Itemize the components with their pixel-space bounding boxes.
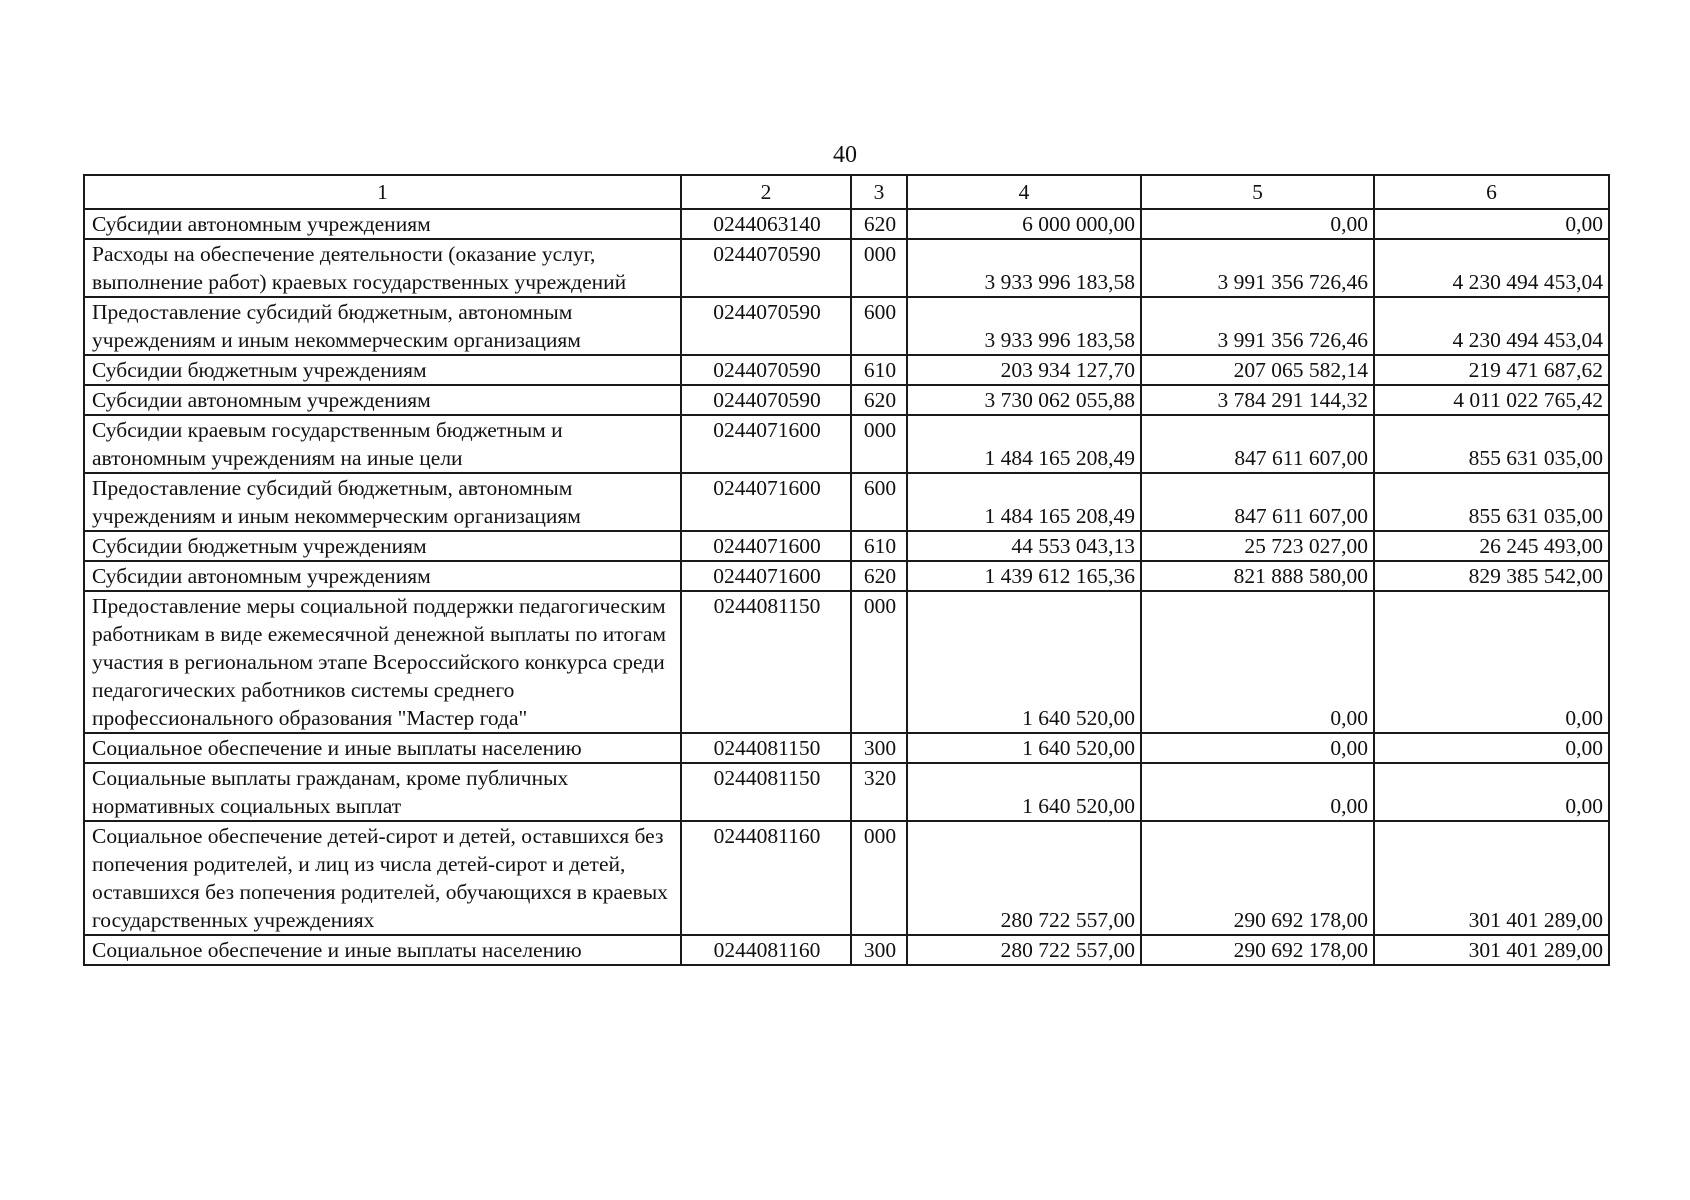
expense-type-code: 000: [851, 591, 907, 733]
amount-col-6: 0,00: [1374, 733, 1609, 763]
target-article-code: 0244081150: [681, 591, 851, 733]
amount-col-6: 301 401 289,00: [1374, 821, 1609, 935]
amount-col-5: 0,00: [1141, 591, 1374, 733]
expense-type-code: 320: [851, 763, 907, 821]
amount-col-5: 3 991 356 726,46: [1141, 239, 1374, 297]
target-article-code: 0244070590: [681, 297, 851, 355]
target-article-code: 0244071600: [681, 415, 851, 473]
amount-col-6: 219 471 687,62: [1374, 355, 1609, 385]
amount-col-4: 3 730 062 055,88: [907, 385, 1141, 415]
table-row: [84, 355, 1609, 385]
expense-type-code: 610: [851, 355, 907, 385]
amount-col-5: 25 723 027,00: [1141, 531, 1374, 561]
amount-col-5: 3 991 356 726,46: [1141, 297, 1374, 355]
target-article-code: 0244071600: [681, 473, 851, 531]
amount-col-4: 6 000 000,00: [907, 209, 1141, 239]
expense-type-code: 000: [851, 415, 907, 473]
table-row: [84, 591, 1609, 733]
column-header-6: 6: [1374, 175, 1609, 209]
amount-col-6: 301 401 289,00: [1374, 935, 1609, 965]
table-row: [84, 935, 1609, 965]
amount-col-5: 0,00: [1141, 763, 1374, 821]
table-row: [84, 733, 1609, 763]
table-row: [84, 561, 1609, 591]
expense-name: Субсидии автономным учреждениям: [84, 561, 681, 591]
table-row: [84, 385, 1609, 415]
expense-name: Субсидии бюджетным учреждениям: [84, 355, 681, 385]
amount-col-6: 4 011 022 765,42: [1374, 385, 1609, 415]
expense-type-code: 620: [851, 385, 907, 415]
amount-col-4: 1 439 612 165,36: [907, 561, 1141, 591]
page-number: 40: [833, 142, 857, 168]
amount-col-6: 26 245 493,00: [1374, 531, 1609, 561]
target-article-code: 0244081150: [681, 763, 851, 821]
target-article-code: 0244081160: [681, 935, 851, 965]
expense-name: Социальные выплаты гражданам, кроме публичных нормативных социальных выплат: [84, 763, 681, 821]
table-row: [84, 821, 1609, 935]
amount-col-5: 290 692 178,00: [1141, 935, 1374, 965]
expense-type-code: 000: [851, 821, 907, 935]
expense-name: Социальное обеспечение и иные выплаты населению: [84, 733, 681, 763]
expense-name: Социальное обеспечение детей-сирот и детей, оставшихся без попечения родителей, и лиц из числа детей-сирот и детей, оставшихся без попечения родителей, обучающихся в краевых государственных учреждениях: [84, 821, 681, 935]
table-row: [84, 239, 1609, 297]
target-article-code: 0244070590: [681, 239, 851, 297]
target-article-code: 0244081160: [681, 821, 851, 935]
amount-col-5: 3 784 291 144,32: [1141, 385, 1374, 415]
target-article-code: 0244071600: [681, 561, 851, 591]
expense-name: Субсидии бюджетным учреждениям: [84, 531, 681, 561]
amount-col-4: 1 640 520,00: [907, 591, 1141, 733]
amount-col-4: 203 934 127,70: [907, 355, 1141, 385]
table-row: [84, 297, 1609, 355]
amount-col-4: 1 484 165 208,49: [907, 473, 1141, 531]
expense-type-code: 600: [851, 473, 907, 531]
amount-col-5: 847 611 607,00: [1141, 415, 1374, 473]
expense-type-code: 600: [851, 297, 907, 355]
expense-type-code: 300: [851, 935, 907, 965]
target-article-code: 0244071600: [681, 531, 851, 561]
amount-col-4: 1 640 520,00: [907, 733, 1141, 763]
column-header-1: 1: [84, 175, 681, 209]
expense-name: Субсидии автономным учреждениям: [84, 209, 681, 239]
amount-col-4: 1 484 165 208,49: [907, 415, 1141, 473]
amount-col-6: 0,00: [1374, 763, 1609, 821]
amount-col-4: 3 933 996 183,58: [907, 297, 1141, 355]
table-row: [84, 531, 1609, 561]
amount-col-5: 847 611 607,00: [1141, 473, 1374, 531]
amount-col-6: 4 230 494 453,04: [1374, 239, 1609, 297]
amount-col-5: 207 065 582,14: [1141, 355, 1374, 385]
amount-col-4: 280 722 557,00: [907, 935, 1141, 965]
amount-col-6: 829 385 542,00: [1374, 561, 1609, 591]
amount-col-5: 290 692 178,00: [1141, 821, 1374, 935]
expense-name: Социальное обеспечение и иные выплаты населению: [84, 935, 681, 965]
expense-name: Субсидии автономным учреждениям: [84, 385, 681, 415]
table-row: [84, 209, 1609, 239]
amount-col-4: 3 933 996 183,58: [907, 239, 1141, 297]
amount-col-4: 280 722 557,00: [907, 821, 1141, 935]
amount-col-5: 0,00: [1141, 733, 1374, 763]
column-header-3: 3: [851, 175, 907, 209]
amount-col-4: 44 553 043,13: [907, 531, 1141, 561]
column-header-2: 2: [681, 175, 851, 209]
amount-col-5: 0,00: [1141, 209, 1374, 239]
expense-name: Расходы на обеспечение деятельности (оказание услуг, выполнение работ) краевых государственных учреждений: [84, 239, 681, 297]
budget-table: [83, 174, 1610, 966]
table-row: [84, 763, 1609, 821]
expense-type-code: 620: [851, 209, 907, 239]
expense-type-code: 300: [851, 733, 907, 763]
table-row: [84, 473, 1609, 531]
target-article-code: 0244063140: [681, 209, 851, 239]
target-article-code: 0244070590: [681, 355, 851, 385]
amount-col-6: 855 631 035,00: [1374, 415, 1609, 473]
amount-col-6: 0,00: [1374, 591, 1609, 733]
column-header-4: 4: [907, 175, 1141, 209]
expense-name: Субсидии краевым государственным бюджетным и автономным учреждениям на иные цели: [84, 415, 681, 473]
amount-col-5: 821 888 580,00: [1141, 561, 1374, 591]
table-row: [84, 415, 1609, 473]
expense-type-code: 000: [851, 239, 907, 297]
expense-name: Предоставление субсидий бюджетным, автономным учреждениям и иным некоммерческим организациям: [84, 297, 681, 355]
column-header-5: 5: [1141, 175, 1374, 209]
expense-type-code: 620: [851, 561, 907, 591]
target-article-code: 0244081150: [681, 733, 851, 763]
target-article-code: 0244070590: [681, 385, 851, 415]
expense-name: Предоставление меры социальной поддержки педагогическим работникам в виде ежемесячной денежной выплаты по итогам участия в региональном этапе Всероссийского конкурса среди педагогических работников системы среднего профессионального образования "Мастер года": [84, 591, 681, 733]
amount-col-4: 1 640 520,00: [907, 763, 1141, 821]
amount-col-6: 4 230 494 453,04: [1374, 297, 1609, 355]
amount-col-6: 0,00: [1374, 209, 1609, 239]
expense-type-code: 610: [851, 531, 907, 561]
column-number-header-row: [84, 175, 1609, 209]
amount-col-6: 855 631 035,00: [1374, 473, 1609, 531]
expense-name: Предоставление субсидий бюджетным, автономным учреждениям и иным некоммерческим организациям: [84, 473, 681, 531]
